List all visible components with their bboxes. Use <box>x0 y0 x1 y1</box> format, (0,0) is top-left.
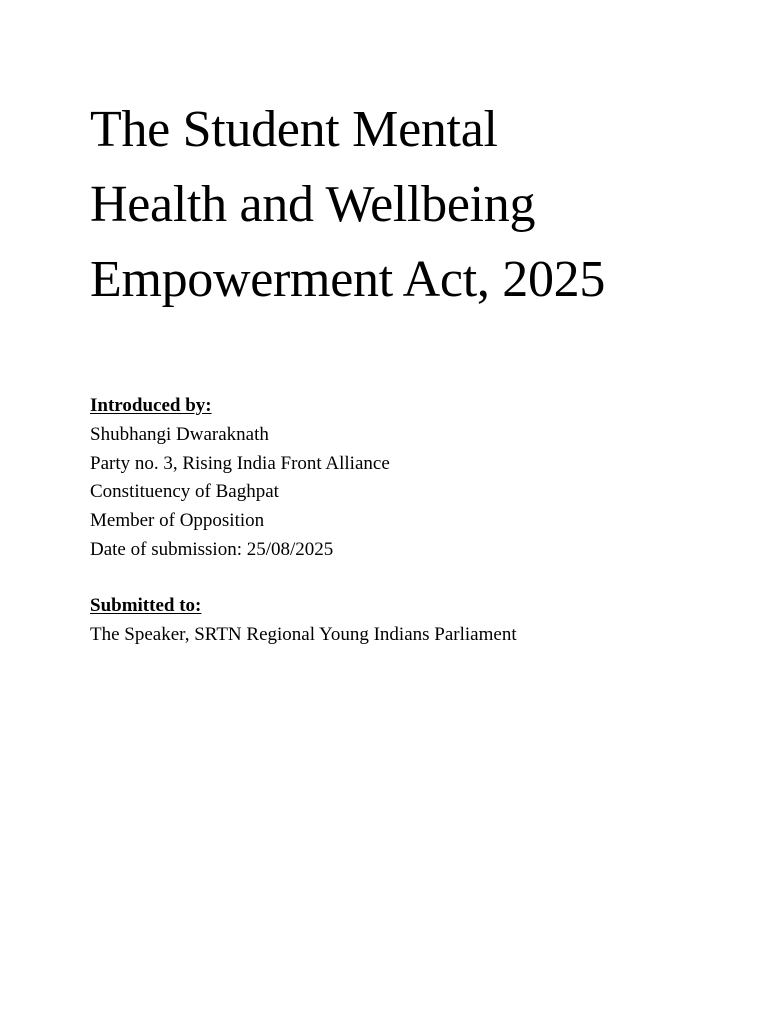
introducer-role: Member of Opposition <box>90 510 265 532</box>
bill-title-line-1: The Student Mental <box>90 101 498 158</box>
introduced-by-section <box>90 392 730 565</box>
bill-title-line-3: Empowerment Act, 2025 <box>90 251 606 308</box>
bill-title <box>90 92 730 317</box>
submitted-to-section <box>90 592 730 650</box>
introducer-constituency: Constituency of Baghpat <box>90 481 279 503</box>
introduced-by-heading: Introduced by: <box>90 395 212 416</box>
submitted-to-heading: Submitted to: <box>90 595 202 616</box>
introducer-name: Shubhangi Dwaraknath <box>90 423 269 445</box>
introducer-party: Party no. 3, Rising India Front Alliance <box>90 452 390 474</box>
bill-title-line-2: Health and Wellbeing <box>90 176 536 233</box>
recipient: The Speaker, SRTN Regional Young Indians Parliament <box>90 623 517 645</box>
submission-date: Date of submission: 25/08/2025 <box>90 538 334 560</box>
